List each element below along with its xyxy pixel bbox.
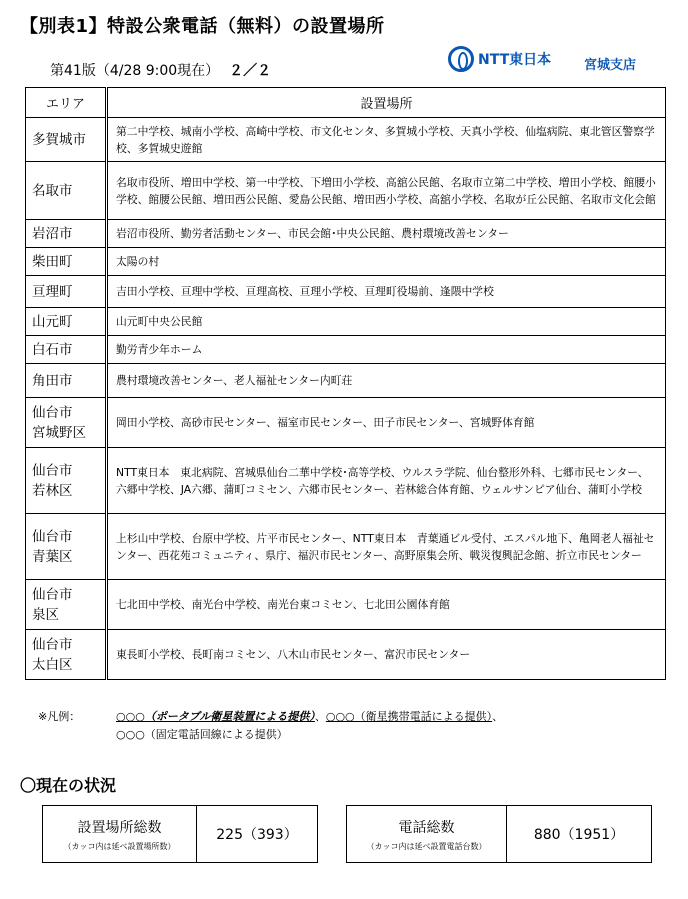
locations-table (25, 87, 666, 680)
area-name-line: 宮城野区 (32, 424, 86, 441)
area-cell (26, 448, 107, 514)
logo-text: NTT東日本 (478, 52, 552, 68)
area-cell: 山元町 (26, 308, 107, 336)
ntt-logo-icon (448, 46, 474, 72)
table-row (26, 118, 666, 162)
locations-cell: 上杉山中学校、台原中学校、片平市民センター、NTT東日本 青葉通ビル受付、エスパル地下、亀岡老人福祉センター、西花苑コミュニティ、県庁、福沢市民センター、高野原集会所、戦災復興記念館、折立市民センター (107, 514, 666, 580)
table-row (26, 276, 666, 308)
area-cell (26, 514, 107, 580)
area-cell: 白石市 (26, 336, 107, 364)
table-row (26, 336, 666, 364)
area-name-line: 若林区 (32, 482, 73, 499)
table-row (26, 630, 666, 680)
column-header-area: エリア (26, 88, 107, 118)
total-phones-value-cell (507, 806, 651, 862)
branch-name: 宮城支店 (584, 58, 637, 73)
total-sites-label: 設置場所総数 (77, 819, 162, 836)
table-row (26, 514, 666, 580)
total-sites-note: （カッコ内は延べ設置場所数） (63, 841, 176, 851)
table-row (26, 220, 666, 248)
area-name-line: 仙台市 (32, 404, 73, 421)
area-cell (26, 580, 107, 630)
table-row (26, 448, 666, 514)
locations-cell: 太陽の村 (107, 248, 666, 276)
area-cell: 多賀城市 (26, 118, 107, 162)
area-name-line: 泉区 (32, 606, 59, 623)
table-body (26, 118, 666, 680)
legend-satellite-phone: ○○○（衛星携帯電話による提供） (325, 710, 493, 723)
table-row (26, 308, 666, 336)
total-phones-value: 880（1951） (533, 827, 625, 843)
area-cell: 亘理町 (26, 276, 107, 308)
locations-cell: 名取市役所、増田中学校、第一中学校、下増田小学校、高舘公民館、名取市立第二中学校、増田小学校、館腰小学校、館腰公民館、増田西公民館、愛島公民館、増田西小学校、高舘小学校、名取が丘公民館、名取市文化会館 (107, 162, 666, 220)
area-cell: 柴田町 (26, 248, 107, 276)
legend-fixed-line: ○○○（固定電話回線による提供） (116, 728, 288, 741)
locations-cell: NTT東日本 東北病院、宮城県仙台二華中学校･高等学校、ウルスラ学院、仙台整形外科、七郷市民センター、六郷中学校、JA六郷、蒲町コミセン、六郷市民センター、若林総合体育館、ウェルサンピア仙台、蒲町小学校 (107, 448, 666, 514)
total-phones-label: 電話総数 (398, 819, 455, 836)
area-name-line: 仙台市 (32, 586, 73, 603)
total-sites-label-cell (43, 806, 197, 862)
locations-cell: 山元町中央公民館 (107, 308, 666, 336)
table-row (26, 162, 666, 220)
locations-cell: 農村環境改善センター、老人福祉センター内町荘 (107, 364, 666, 398)
table-header-row (26, 88, 666, 118)
locations-cell: 東長町小学校、長町南コミセン、八木山市民センター、富沢市民センター (107, 630, 666, 680)
locations-cell: 岡田小学校、高砂市民センター、福室市民センター、田子市民センター、宮城野体育館 (107, 398, 666, 448)
table-row (26, 580, 666, 630)
legend-portable-satellite: ○○○（ポータブル衛星装置による提供） (116, 710, 315, 723)
area-name-line: 仙台市 (32, 462, 73, 479)
total-sites-value-cell (197, 806, 317, 862)
legend-row (38, 708, 503, 726)
table-row (26, 398, 666, 448)
area-cell: 岩沼市 (26, 220, 107, 248)
total-phones-label-cell (347, 806, 507, 862)
page-title: 【別表1】特設公衆電話（無料）の設置場所 (20, 16, 385, 37)
area-name-line: 青葉区 (32, 548, 73, 565)
total-sites-value: 225（393） (216, 827, 298, 843)
locations-cell: 七北田中学校、南光台中学校、南光台東コミセン、七北田公園体育館 (107, 580, 666, 630)
legend-label: ※凡例： (38, 710, 81, 723)
area-name-line: 仙台市 (32, 636, 73, 653)
locations-cell: 吉田小学校、亘理中学校、亘理高校、亘理小学校、亘理町役場前、逢隈中学校 (107, 276, 666, 308)
total-phones-box (346, 805, 652, 863)
legend (38, 708, 503, 744)
locations-cell: 第二中学校、城南小学校、高崎中学校、市文化センタ、多賀城小学校、天真小学校、仙塩病院、東北管区警察学校、多賀城史遊館 (107, 118, 666, 162)
table-row (26, 364, 666, 398)
area-cell: 角田市 (26, 364, 107, 398)
edition-label: 第41版（4/28 9:00現在） (50, 63, 220, 79)
legend-separator: 、 (314, 710, 326, 723)
area-name-line: 仙台市 (32, 528, 73, 545)
locations-cell: 勤労青少年ホーム (107, 336, 666, 364)
total-phones-note: （カッコ内は延べ設置電話台数） (366, 841, 487, 851)
column-header-locations: 設置場所 (107, 88, 666, 118)
total-sites-box (42, 805, 318, 863)
status-heading: 〇現在の状況 (20, 776, 117, 795)
table-row (26, 248, 666, 276)
locations-cell: 岩沼市役所、勤労者活動センター、市民会館･中央公民館、農村環境改善センター (107, 220, 666, 248)
legend-row (38, 726, 503, 744)
ntt-logo (448, 46, 551, 72)
page-number: ２／２ (229, 63, 272, 79)
area-cell (26, 630, 107, 680)
area-cell (26, 398, 107, 448)
edition-info (50, 60, 271, 80)
legend-separator: 、 (492, 710, 504, 723)
area-name-line: 太白区 (32, 656, 73, 673)
area-cell: 名取市 (26, 162, 107, 220)
